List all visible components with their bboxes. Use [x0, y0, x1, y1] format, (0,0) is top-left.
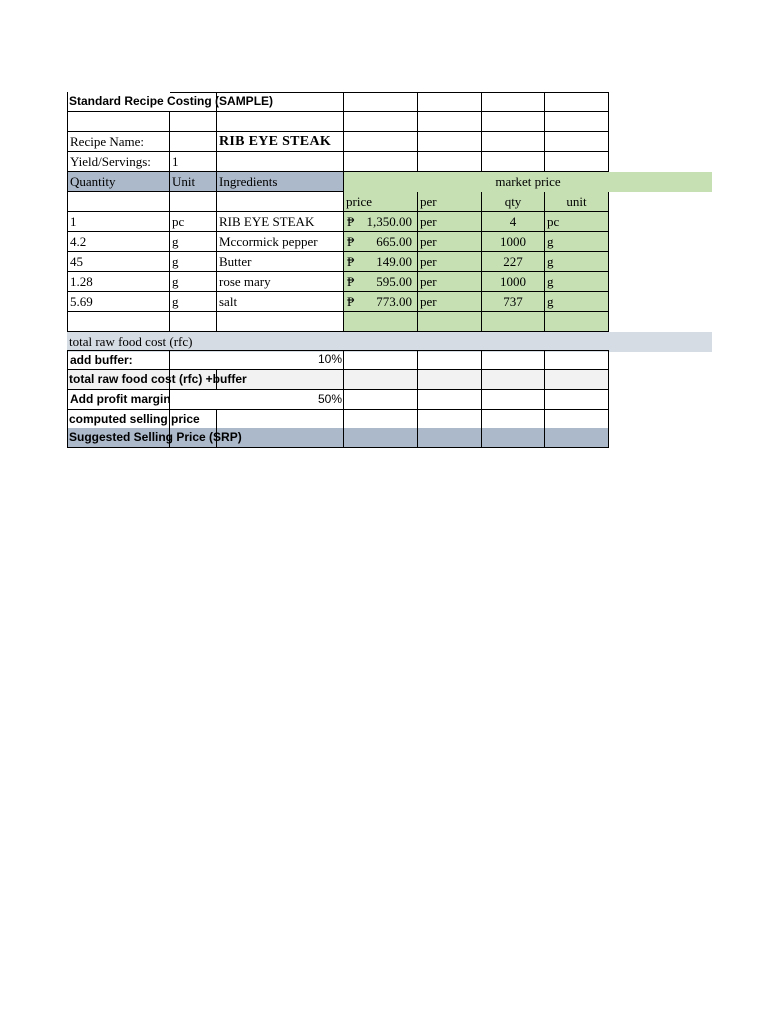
- ingredient-qty[interactable]: 737: [482, 292, 545, 312]
- cell[interactable]: [545, 92, 609, 112]
- cell[interactable]: [67, 112, 170, 132]
- cell[interactable]: [418, 312, 482, 332]
- ingredient-unit2[interactable]: g: [545, 252, 609, 272]
- cell[interactable]: [482, 312, 545, 332]
- price-amount: 595.00: [376, 274, 412, 289]
- cell[interactable]: [418, 370, 482, 390]
- cell[interactable]: [545, 410, 609, 430]
- cell[interactable]: [217, 192, 344, 212]
- ingredient-quantity[interactable]: 1: [67, 212, 170, 232]
- ingredient-name[interactable]: Butter: [217, 252, 344, 272]
- cell[interactable]: [344, 370, 418, 390]
- price-amount: 773.00: [376, 294, 412, 309]
- cell[interactable]: [170, 312, 217, 332]
- ingredient-quantity[interactable]: 4.2: [67, 232, 170, 252]
- srp-label: Suggested Selling Price (SRP): [69, 430, 242, 444]
- cell[interactable]: [344, 410, 418, 430]
- cell[interactable]: [482, 92, 545, 112]
- cell[interactable]: [545, 370, 609, 390]
- header-qty[interactable]: qty: [482, 192, 545, 212]
- cell[interactable]: [344, 92, 418, 112]
- cell[interactable]: [482, 428, 545, 448]
- ingredient-price[interactable]: [344, 272, 418, 292]
- ingredient-quantity[interactable]: 1.28: [67, 272, 170, 292]
- cell[interactable]: [344, 312, 418, 332]
- cell[interactable]: [482, 152, 545, 172]
- cell[interactable]: [482, 370, 545, 390]
- ingredient-price[interactable]: [344, 292, 418, 312]
- ingredient-qty[interactable]: 4: [482, 212, 545, 232]
- buffer-value: 10%: [317, 352, 342, 366]
- ingredient-qty[interactable]: 1000: [482, 272, 545, 292]
- cell[interactable]: [67, 192, 170, 212]
- ingredient-unit[interactable]: pc: [170, 212, 217, 232]
- cell[interactable]: [418, 350, 482, 370]
- cell[interactable]: [418, 132, 482, 152]
- ingredient-unit2[interactable]: g: [545, 292, 609, 312]
- ingredient-per[interactable]: per: [418, 252, 482, 272]
- ingredient-price[interactable]: [344, 252, 418, 272]
- yield-value[interactable]: 1: [170, 152, 217, 172]
- header-price[interactable]: price: [344, 192, 418, 212]
- ingredient-name[interactable]: rose mary: [217, 272, 344, 292]
- peso-sign: ₱: [347, 294, 355, 309]
- computed-selling-price-label: computed selling price: [69, 412, 200, 426]
- ingredient-per[interactable]: per: [418, 292, 482, 312]
- cell[interactable]: [418, 92, 482, 112]
- cell[interactable]: [482, 132, 545, 152]
- ingredient-quantity[interactable]: 5.69: [67, 292, 170, 312]
- cell[interactable]: [217, 112, 344, 132]
- ingredient-quantity[interactable]: 45: [67, 252, 170, 272]
- add-profit-margin-label[interactable]: Add profit margin: [67, 390, 170, 410]
- ingredient-unit[interactable]: g: [170, 232, 217, 252]
- header-market-price[interactable]: market price: [344, 172, 712, 192]
- cell[interactable]: [344, 112, 418, 132]
- ingredient-unit[interactable]: g: [170, 252, 217, 272]
- cell[interactable]: [545, 350, 609, 370]
- ingredient-per[interactable]: per: [418, 272, 482, 292]
- cell[interactable]: [418, 410, 482, 430]
- cell[interactable]: [482, 410, 545, 430]
- cell[interactable]: [344, 428, 418, 448]
- cell[interactable]: [418, 428, 482, 448]
- peso-sign: ₱: [347, 254, 355, 269]
- ingredient-qty[interactable]: 1000: [482, 232, 545, 252]
- cell[interactable]: [545, 390, 609, 410]
- cell[interactable]: [170, 112, 217, 132]
- ingredient-unit[interactable]: g: [170, 272, 217, 292]
- price-amount: 1,350.00: [366, 214, 412, 229]
- ingredient-unit2[interactable]: pc: [545, 212, 609, 232]
- ingredient-unit[interactable]: g: [170, 292, 217, 312]
- cell[interactable]: [482, 350, 545, 370]
- sheet-title: Standard Recipe Costing (SAMPLE): [69, 94, 274, 108]
- price-amount: 665.00: [376, 234, 412, 249]
- header-unit2[interactable]: unit: [545, 192, 609, 212]
- recipe-name-value[interactable]: RIB EYE STEAK: [217, 132, 344, 152]
- cell[interactable]: [482, 112, 545, 132]
- cell[interactable]: [418, 390, 482, 410]
- ingredient-per[interactable]: per: [418, 232, 482, 252]
- cell[interactable]: [344, 350, 418, 370]
- ingredient-price[interactable]: [344, 232, 418, 252]
- cell[interactable]: [545, 428, 609, 448]
- cell[interactable]: [344, 152, 418, 172]
- ingredient-name[interactable]: salt: [217, 292, 344, 312]
- cell[interactable]: [545, 312, 609, 332]
- price-amount: 149.00: [376, 254, 412, 269]
- ingredient-name[interactable]: Mccormick pepper: [217, 232, 344, 252]
- header-unit[interactable]: Unit: [170, 172, 217, 192]
- cell[interactable]: [67, 312, 170, 332]
- ingredient-price[interactable]: [344, 212, 418, 232]
- total-rfc-buffer-label: total raw food cost (rfc) +buffer: [69, 372, 247, 386]
- yield-label[interactable]: Yield/Servings:: [67, 152, 170, 172]
- cell[interactable]: [418, 112, 482, 132]
- cell[interactable]: [217, 152, 344, 172]
- cell[interactable]: [545, 152, 609, 172]
- cell[interactable]: [344, 132, 418, 152]
- peso-sign: ₱: [347, 214, 355, 229]
- ingredient-name[interactable]: RIB EYE STEAK: [217, 212, 344, 232]
- ingredient-qty[interactable]: 227: [482, 252, 545, 272]
- peso-sign: ₱: [347, 234, 355, 249]
- cell[interactable]: [217, 312, 344, 332]
- ingredient-unit2[interactable]: g: [545, 272, 609, 292]
- cell[interactable]: [170, 132, 217, 152]
- cell[interactable]: [170, 192, 217, 212]
- ingredient-unit2[interactable]: g: [545, 232, 609, 252]
- peso-sign: ₱: [347, 274, 355, 289]
- recipe-name-label[interactable]: Recipe Name:: [67, 132, 170, 152]
- cell[interactable]: [418, 152, 482, 172]
- header-per[interactable]: per: [418, 192, 482, 212]
- profit-margin-value: 50%: [317, 392, 342, 406]
- add-buffer-label[interactable]: add buffer:: [67, 350, 170, 370]
- cell[interactable]: [344, 390, 418, 410]
- cell[interactable]: [482, 390, 545, 410]
- ingredient-per[interactable]: per: [418, 212, 482, 232]
- cell[interactable]: [545, 132, 609, 152]
- total-rfc-label[interactable]: total raw food cost (rfc): [67, 332, 712, 352]
- cell[interactable]: [545, 112, 609, 132]
- header-ingredients[interactable]: Ingredients: [217, 172, 344, 192]
- header-quantity[interactable]: Quantity: [67, 172, 170, 192]
